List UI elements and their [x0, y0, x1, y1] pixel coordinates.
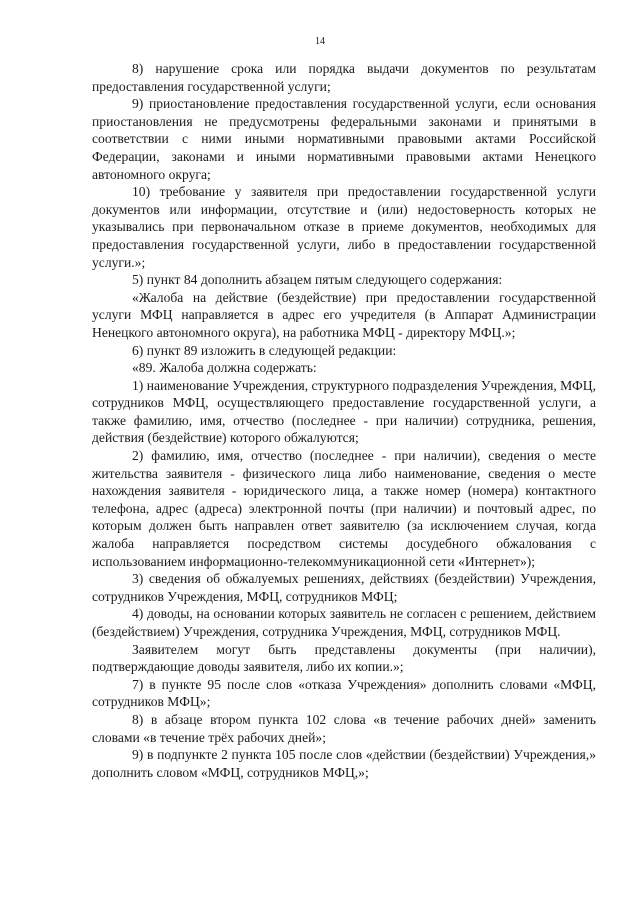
paragraph-2: 9) приостановление предоставления государственной услуги, если основания приостановления не предусмотрены федеральными законами и принятыми в соответствии с ними иными нормативными правовыми актами Российской Федерации, законами и иными нормативными правовыми актами Ненецкого автономного округа;: [92, 96, 596, 182]
paragraph-3: 10) требование у заявителя при предоставлении государственной услуги документов или информации, отсутствие и (или) недостоверность которых не указывались при первоначальном отказе в приеме документов, необходимых для предоставления государственной услуги, либо в предоставлении государственной услуги.»;: [92, 184, 596, 270]
paragraph-10: 3) сведения об обжалуемых решениях, действиях (бездействии) Учреждения, сотрудников Учреждения, МФЦ, сотрудников МФЦ;: [92, 571, 596, 604]
paragraph-1: 8) нарушение срока или порядка выдачи документов по результатам предоставления государственной услуги;: [92, 61, 596, 94]
paragraph-8: 1) наименование Учреждения, структурного подразделения Учреждения, МФЦ, сотрудников МФЦ, осуществляющего предоставление государственной услуги, а также фамилию, имя, отчество (последнее - при наличии) сотрудника, решения, действия (бездействие) которого обжалуются;: [92, 377, 596, 446]
page-number: 14: [315, 36, 325, 47]
paragraph-7: «89. Жалоба должна содержать:: [132, 360, 317, 376]
paragraph-5: «Жалоба на действие (бездействие) при предоставлении государственной услуги МФЦ направляется в адрес его учредителя (в Аппарат Администрации Ненецкого автономного округа), на работника МФЦ - директору МФЦ.»;: [92, 289, 596, 340]
paragraph-12: Заявителем могут быть представлены документы (при наличии), подтверждающие доводы заявителя, либо их копии.»;: [92, 641, 596, 675]
paragraph-9: 2) фамилию, имя, отчество (последнее - при наличии), сведения о месте жительства заявителя - физического лица либо наименование, сведения о месте нахождения заявителя - юридического лица, а также номер (номера) контактного телефона, адрес (адреса) электронной почты (при наличии) и почтовый адрес, по которым должен быть направлен ответ заявителю (за исключением случая, когда жалоба направляется посредством системы досудебного обжалования с использованием информационно-телекоммуникационной сети «Интернет»);: [92, 448, 596, 569]
paragraph-15: 9) в подпункте 2 пункта 105 после слов «действии (бездействии) Учреждения,» дополнить словом «МФЦ, сотрудников МФЦ,»;: [92, 747, 596, 780]
document-body: [92, 60, 596, 781]
paragraph-13: 7) в пункте 95 после слов «отказа Учреждения» дополнить словами «МФЦ, сотрудников МФЦ»;: [92, 676, 596, 710]
paragraph-11: 4) доводы, на основании которых заявитель не согласен с решением, действием (бездействием) Учреждения, сотрудника Учреждения, МФЦ, сотрудников МФЦ.: [92, 606, 596, 639]
paragraph-6: 6) пункт 89 изложить в следующей редакции:: [132, 342, 397, 358]
paragraph-4: 5) пункт 84 дополнить абзацем пятым следующего содержания:: [132, 272, 503, 288]
paragraph-14: 8) в абзаце втором пункта 102 слова «в течение рабочих дней» заменить словами «в течение трёх рабочих дней»;: [92, 711, 596, 745]
